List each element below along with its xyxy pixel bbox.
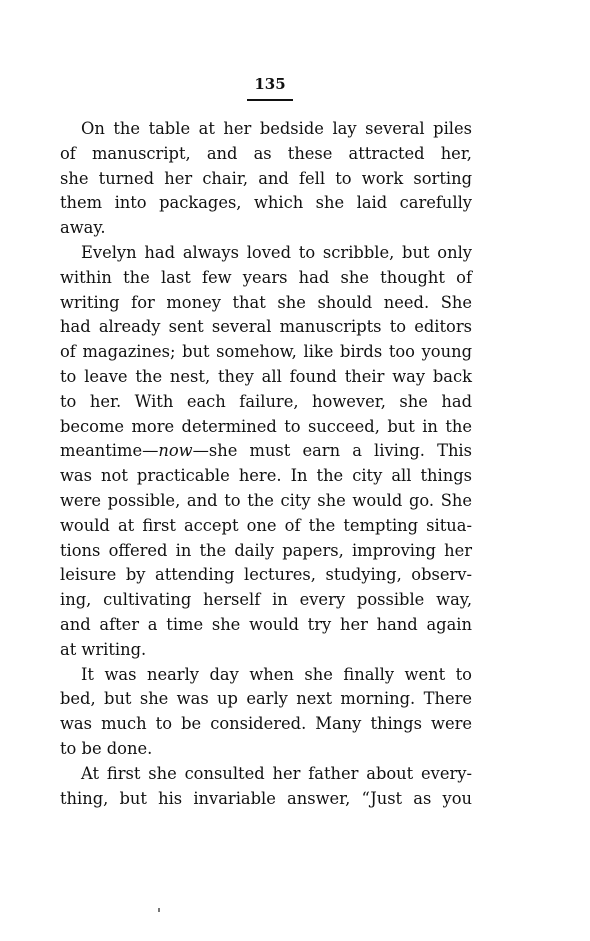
text-line: within the last few years had she thought of xyxy=(60,267,472,287)
header-rule xyxy=(247,99,293,101)
text-line: was not practicable here. In the city all things xyxy=(60,466,472,486)
text-line: ing, cultivating herself in every possible way, xyxy=(60,590,472,610)
body-text xyxy=(60,117,472,811)
text-line: It was nearly day when she finally went to xyxy=(81,664,472,684)
text-run: —she must earn a living. This xyxy=(192,441,472,461)
text-line: leisure by attending lectures, studying, observ- xyxy=(60,565,472,585)
text-line: them into packages, which she laid carefully xyxy=(60,193,472,213)
text-line: to her. With each failure, however, she had xyxy=(60,391,472,411)
text-line: at writing. xyxy=(60,639,147,659)
page-number: 135 xyxy=(254,75,286,93)
text-line: thing, but his invariable answer, “Just as you xyxy=(60,788,472,808)
text-line: were possible, and to the city she would go. She xyxy=(60,490,472,510)
text-line-emphasis xyxy=(60,439,472,464)
text-line: was much to be considered. Many things were xyxy=(60,714,472,734)
text-line: had already sent several manuscripts to editors xyxy=(60,317,472,337)
text-line: to be done. xyxy=(60,738,153,758)
text-line: of magazines; but somehow, like birds too young xyxy=(60,342,472,362)
emphasized-word: now xyxy=(158,441,193,461)
text-line: away. xyxy=(60,218,106,238)
text-line: tions offered in the daily papers, improving her xyxy=(60,540,472,560)
text-line: of manuscript, and as these attracted her, xyxy=(60,143,472,163)
text-line: become more determined to succeed, but in the xyxy=(60,416,472,436)
text-line: would at first accept one of the tempting situa- xyxy=(60,515,472,535)
text-line: Evelyn had always loved to scribble, but only xyxy=(81,242,472,262)
text-line: she turned her chair, and fell to work sorting xyxy=(60,168,472,188)
text-line: and after a time she would try her hand again xyxy=(60,614,472,634)
text-line: At first she consulted her father about every- xyxy=(81,763,472,783)
text-line: writing for money that she should need. She xyxy=(60,292,472,312)
text-run: meantime— xyxy=(60,441,159,461)
text-line: On the table at her bedside lay several piles xyxy=(81,119,472,138)
text-line: bed, but she was up early next morning. There xyxy=(60,689,472,709)
paper-speck xyxy=(158,908,160,912)
text-line: to leave the nest, they all found their way back xyxy=(60,366,472,386)
